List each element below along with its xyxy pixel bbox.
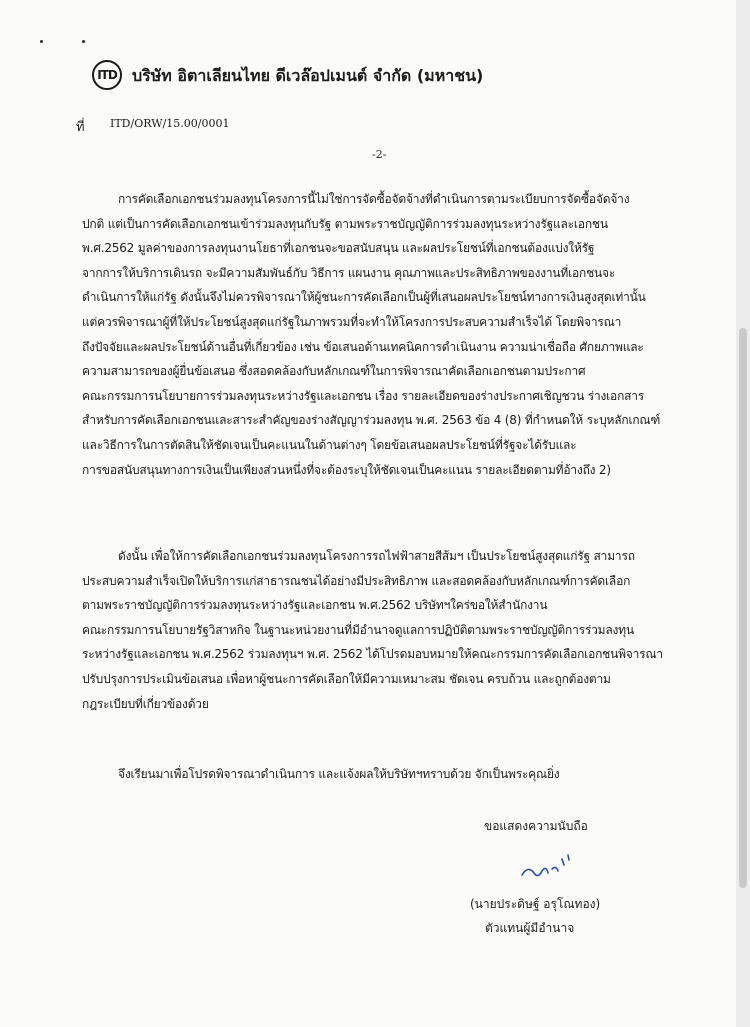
text-line: คณะกรรมการนโยบายการร่วมลงทุนระหว่างรัฐและเอกชน เรื่อง รายละเอียดของร่างประกาศเชิญชวน ร่างเอกสาร — [82, 388, 645, 403]
text-line: ถึงปัจจัยและผลประโยชน์ด้านอื่นที่เกี่ยวข้อง เช่น ข้อเสนอด้านเทคนิคการดำเนินงาน ความน่าเชื่อถือ ศักยภาพและ — [82, 339, 644, 354]
text-line: ระหว่างรัฐและเอกชน พ.ศ.2562 ร่วมลงทุนฯ พ.ศ. 2562 ได้โปรดมอบหมายให้คณะกรรมการคัดเลือกเอกชนพิจารณา — [82, 647, 663, 662]
vertical-scrollbar[interactable] — [736, 0, 750, 1027]
text-line: แต่ควรพิจารณาผู้ที่ให้ประโยชน์สูงสุดแก่รัฐในภาพรวมที่จะทำให้โครงการประสบความสำเร็จได้ โดยพิจารณา — [82, 315, 622, 329]
text-line: ประสบความสำเร็จเปิดให้บริการแก่สาธารณชนได้อย่างมีประสิทธิภาพ และสอดคล้องกับหลักเกณฑ์การคัดเลือก — [82, 573, 631, 588]
text-line: ปกติ แต่เป็นการคัดเลือกเอกชนเข้าร่วมลงทุนกับรัฐ ตามพระราชบัญญัติการร่วมลงทุนระหว่างรัฐและเอกชน — [82, 216, 608, 231]
text-line: ปรับปรุงการประเมินข้อเสนอ เพื่อหาผู้ชนะการคัดเลือกให้มีความเหมาะสม ชัดเจน ครบถ้วน และถูกต้องตาม — [82, 672, 611, 686]
reference-label: ที่ — [76, 120, 85, 135]
page-number: -2- — [372, 148, 387, 161]
text-line: ตามพระราชบัญญัติการร่วมลงทุนระหว่างรัฐและเอกชน พ.ศ.2562 บริษัทฯใคร่ขอให้สำนักงาน — [82, 598, 548, 613]
signatory-name: (นายประดิษฐ์ อรุโณทอง) — [470, 897, 601, 911]
closing-request: จึงเรียนมาเพื่อโปรดพิจารณาดำเนินการ และแจ้งผลให้บริษัทฯทราบด้วย จักเป็นพระคุณยิ่ง — [118, 767, 560, 781]
text-line: กฎระเบียบที่เกี่ยวข้องด้วย — [82, 696, 209, 711]
text-line: พ.ศ.2562 มูลค่าของการลงทุนงานโยธาที่เอกชนจะขอสนับสนุน และผลประโยชน์ที่เอกชนต้องแบ่งให้รัฐ — [82, 241, 595, 256]
scrollbar-thumb[interactable] — [739, 328, 747, 888]
text-line: จากการให้บริการเดินรถ จะมีความสัมพันธ์กับ วิธีการ แผนงาน คุณภาพและประสิทธิภาพของงานที่เอกชนจะ — [82, 265, 616, 280]
text-line: การคัดเลือกเอกชนร่วมลงทุนโครงการนี้ไม่ใช่การจัดซื้อจัดจ้างที่ดำเนินการตามระเบียบการจัดซื้อจัดจ้าง — [118, 192, 630, 206]
text-line: คณะกรรมการนโยบายรัฐวิสาหกิจ ในฐานะหน่วยงานที่มีอำนาจดูแลการปฏิบัติตามพระราชบัญญัติการร่วมลงทุน — [82, 622, 634, 637]
company-name: บริษัท อิตาเลียนไทย ดีเวล๊อปเมนต์ จำกัด (มหาชน) — [132, 66, 484, 85]
closing-salutation: ขอแสดงความนับถือ — [484, 819, 588, 833]
speck — [40, 40, 43, 43]
signature-icon — [518, 845, 578, 885]
text-line: ดังนั้น เพื่อให้การคัดเลือกเอกชนร่วมลงทุนโครงการรถไฟฟ้าสายสีส้มฯ เป็นประโยชน์สูงสุดแก่รัฐ สามารถ — [118, 549, 635, 563]
text-line: การขอสนับสนุนทางการเงินเป็นเพียงส่วนหนึ่งที่จะต้องระบุให้ชัดเจนเป็นคะแนน รายละเอียดตามที่อ้างถึง 2) — [82, 462, 611, 477]
signatory-title: ตัวแทนผู้มีอำนาจ — [485, 921, 575, 935]
speck — [82, 40, 85, 43]
company-logo-icon: ITD — [92, 60, 122, 90]
reference-number: ITD/ORW/15.00/0001 — [110, 117, 230, 130]
text-line: สำหรับการคัดเลือกเอกชนและสาระสำคัญของร่างสัญญาร่วมลงทุน พ.ศ. 2563 ข้อ 4 (8) ที่กำหนดให้ ระบุหลักเกณฑ์ — [82, 413, 661, 428]
text-line: และวิธีการในการตัดสินให้ชัดเจนเป็นคะแนนในด้านต่างๆ โดยข้อเสนอผลประโยชน์ที่รัฐจะได้รับและ — [82, 438, 577, 452]
text-line: ดำเนินการให้แก่รัฐ ดังนั้นจึงไม่ควรพิจารณาให้ผู้ชนะการคัดเลือกเป็นผู้ที่เสนอผลประโยชน์ทางการเงินสูงสุดเท่านั้น — [82, 290, 646, 305]
text-line: ความสามารถของผู้ยื่นข้อเสนอ ซึ่งสอดคล้องกับหลักเกณฑ์ในการพิจารณาคัดเลือกเอกชนตามประกาศ — [82, 364, 586, 379]
